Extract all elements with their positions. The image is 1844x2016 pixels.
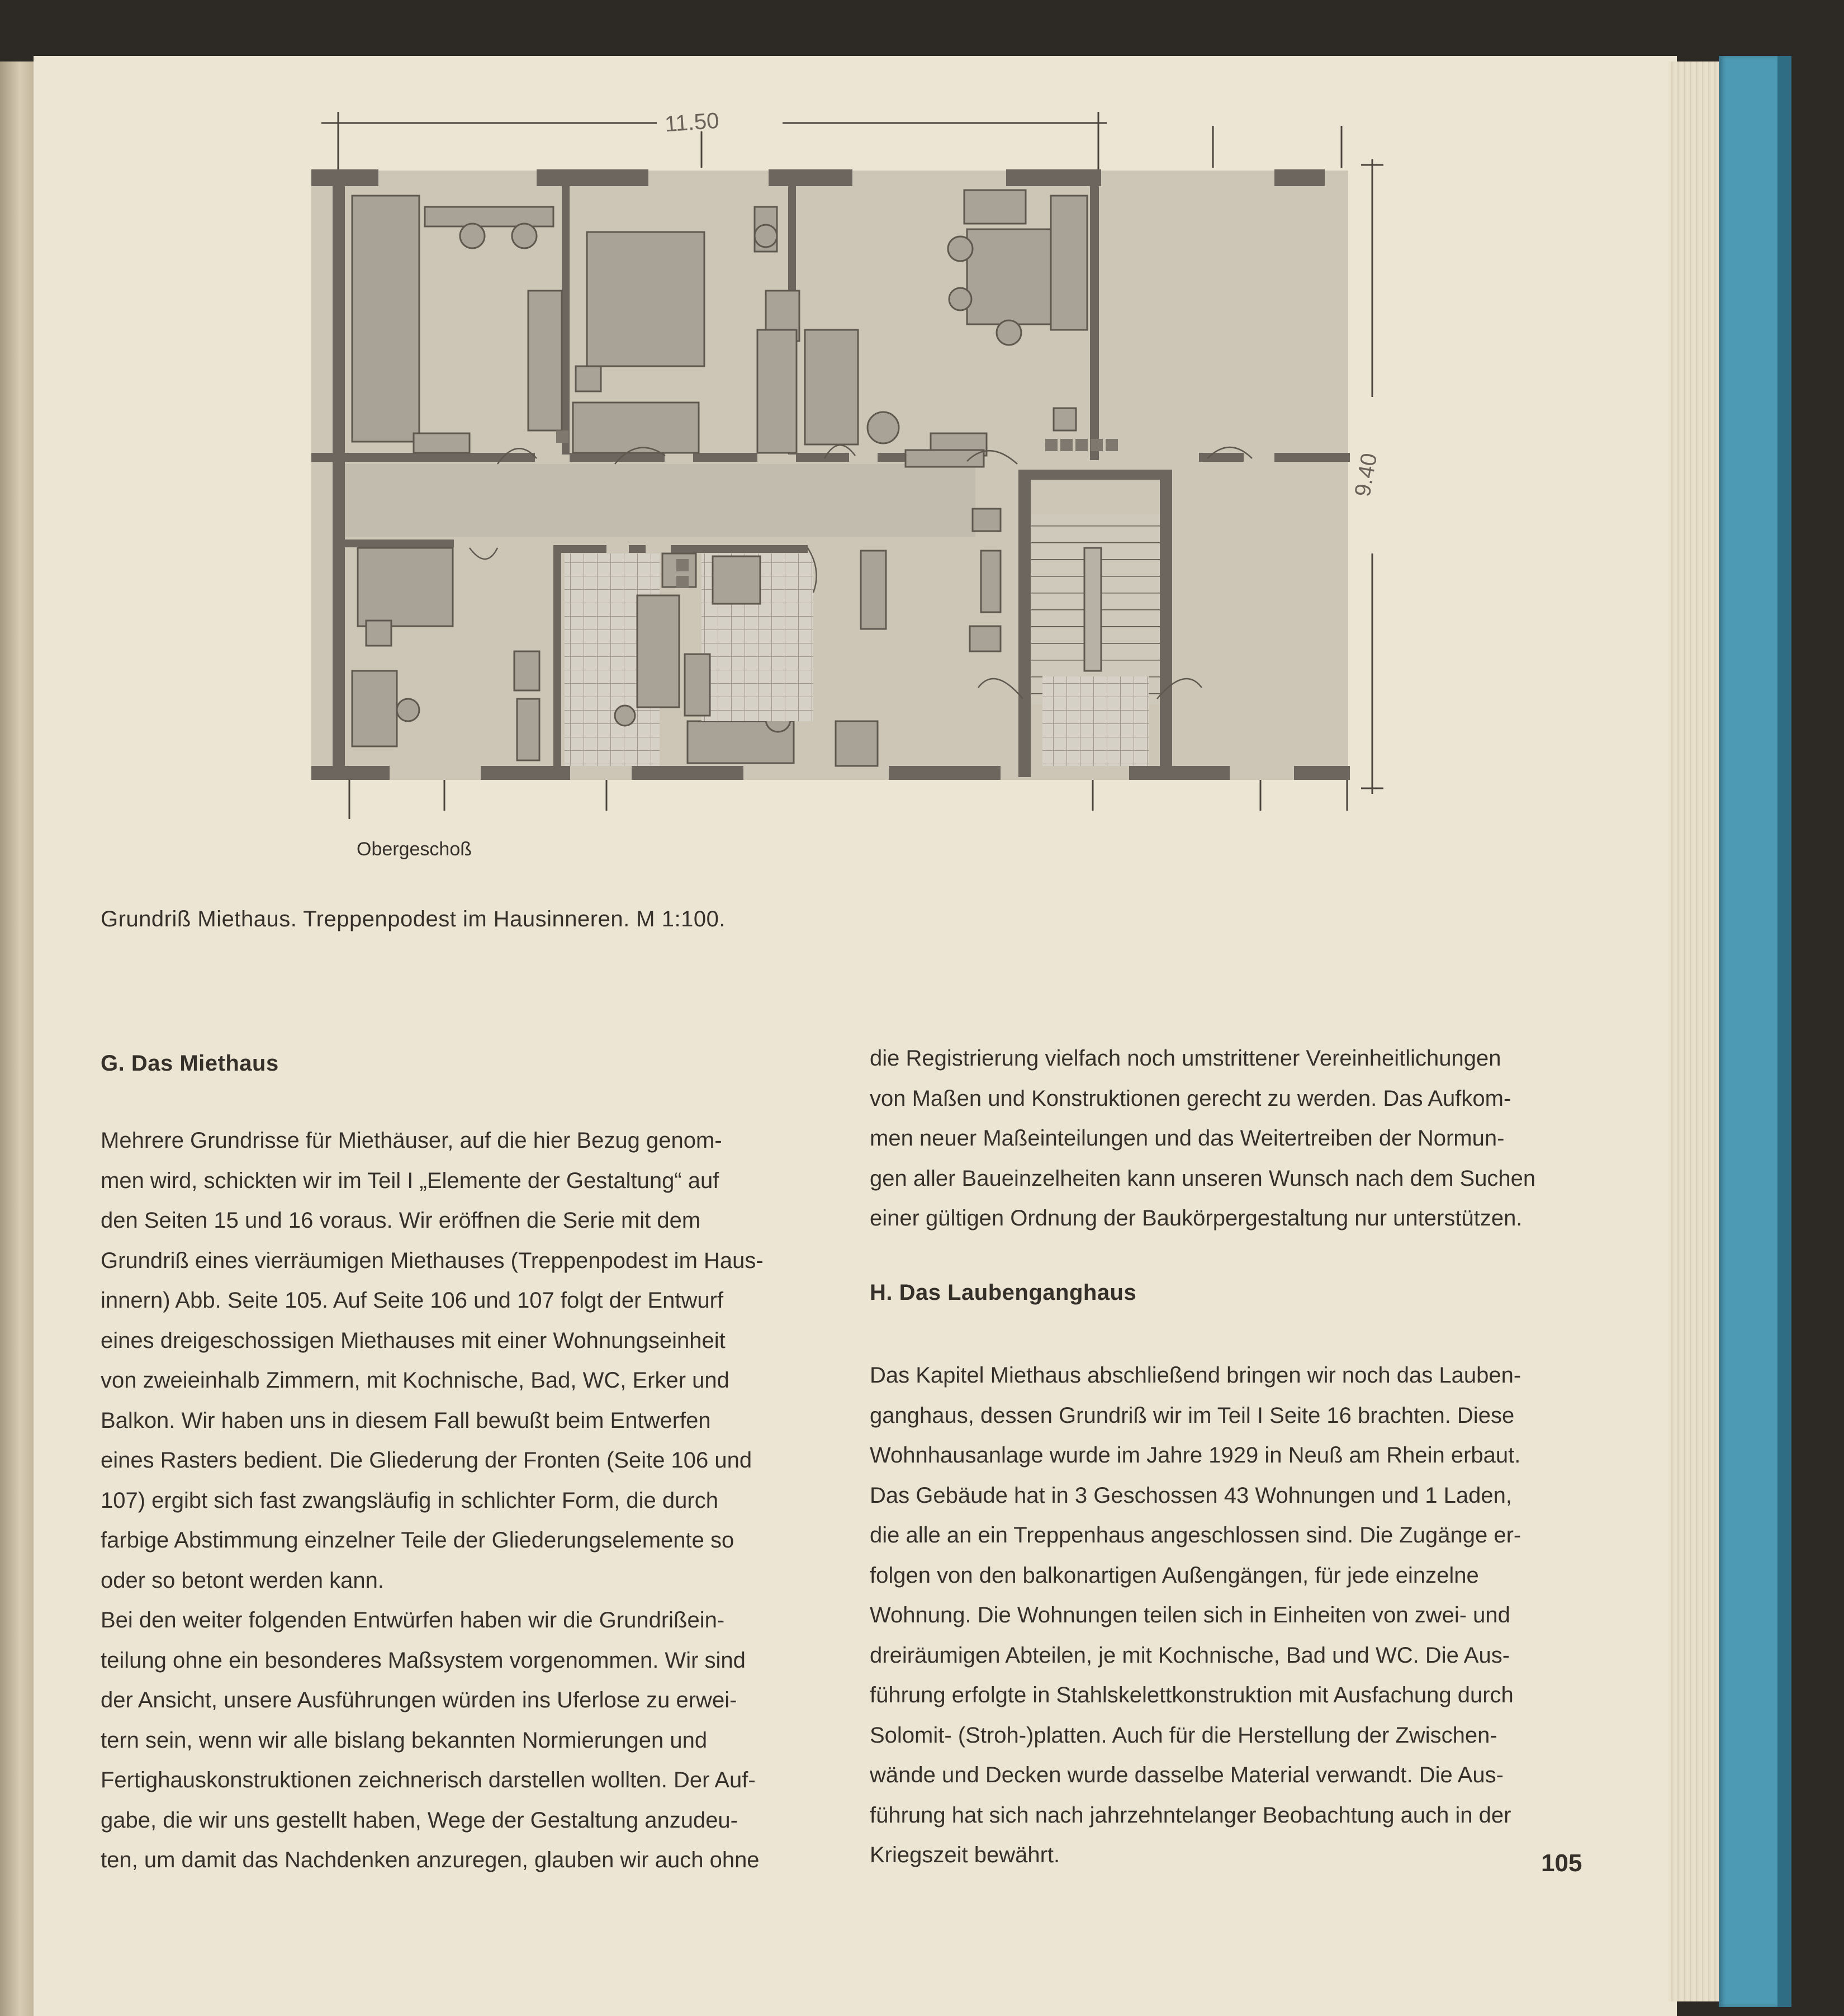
text-line: Bei den weiter folgenden Entwürfen haben wir die Grundrißein-	[101, 1608, 725, 1632]
book-cover-edge	[1777, 56, 1791, 2007]
text-line: Fertighauskonstruktionen zeichnerisch darstellen wollten. Der Auf-	[101, 1768, 756, 1792]
text-line: der Ansicht, unsere Ausführungen würden ins Uferlose zu erwei-	[101, 1688, 737, 1712]
book-cover	[1719, 56, 1777, 2007]
dimension-depth-label: 9.40	[1350, 451, 1382, 499]
text-line: eines Rasters bedient. Die Gliederung der Fronten (Seite 106 und	[101, 1448, 752, 1473]
section-g-text	[101, 1121, 804, 1881]
text-line: wände und Decken wurde dasselbe Material verwandt. Die Aus-	[870, 1763, 1504, 1787]
floor-plan-drawing	[302, 106, 1420, 850]
text-line: gen aller Baueinzelheiten kann unseren Wunsch nach dem Suchen	[870, 1166, 1536, 1191]
text-line: folgen von den balkonartigen Außengängen, für jede einzelne	[870, 1563, 1479, 1588]
text-line: Mehrere Grundrisse für Miethäuser, auf die hier Bezug genom-	[101, 1128, 722, 1153]
text-line: Das Kapitel Miethaus abschließend bringen wir noch das Lauben-	[870, 1363, 1521, 1388]
text-line: den Seiten 15 und 16 voraus. Wir eröffnen die Serie mit dem	[101, 1208, 701, 1233]
text-line: tern sein, wenn wir alle bislang bekannten Normierungen und	[101, 1728, 708, 1753]
page-block-edges	[1668, 61, 1719, 2001]
text-line: teilung ohne ein besonderes Maßsystem vorgenommen. Wir sind	[101, 1648, 746, 1673]
text-line: ten, um damit das Nachdenken anzuregen, glauben wir auch ohne	[101, 1848, 760, 1872]
text-line: farbige Abstimmung einzelner Teile der Gliederungselemente so	[101, 1528, 734, 1553]
text-line: men neuer Maßeinteilungen und das Weitertreiben der Normun-	[870, 1126, 1505, 1151]
text-line: Wohnhausanlage wurde im Jahre 1929 in Neuß am Rhein erbaut.	[870, 1443, 1521, 1468]
text-line: die Registrierung vielfach noch umstrittener Vereinheitlichungen	[870, 1046, 1501, 1071]
text-line: die alle an ein Treppenhaus angeschlossen sind. Die Zugänge er-	[870, 1523, 1521, 1548]
text-line: Balkon. Wir haben uns in diesem Fall bewußt beim Entwerfen	[101, 1408, 711, 1433]
text-line: einer gültigen Ordnung der Baukörpergestaltung nur unterstützen.	[870, 1206, 1523, 1231]
text-line: ganghaus, dessen Grundriß wir im Teil I Seite 16 brachten. Diese	[870, 1403, 1515, 1428]
text-line: Kriegszeit bewährt.	[870, 1843, 1060, 1867]
floor-plan-figure	[302, 106, 1420, 850]
text-line: gabe, die wir uns gestellt haben, Wege der Gestaltung anzudeu-	[101, 1807, 738, 1833]
section-g-heading: G. Das Miethaus	[101, 1051, 279, 1076]
text-line: Wohnung. Die Wohnungen teilen sich in Einheiten von zwei- und	[870, 1603, 1510, 1627]
section-h-heading: H. Das Laubenganghaus	[870, 1280, 1137, 1305]
text-line: führung hat sich nach jahrzehntelanger Beobachtung auch in der	[870, 1802, 1511, 1828]
text-line: 107) ergibt sich fast zwangsläufig in schlichter Form, die durch	[101, 1488, 718, 1513]
text-line: oder so betont werden kann.	[101, 1568, 385, 1593]
figure-caption: Grundriß Miethaus. Treppenpodest im Hausinneren. M 1:100.	[101, 907, 726, 931]
left-page-edge	[0, 61, 34, 2016]
text-line: von Maßen und Konstruktionen gerecht zu werden. Das Aufkom-	[870, 1086, 1511, 1111]
text-line: dreiräumigen Abteilen, je mit Kochnische, Bad und WC. Die Aus-	[870, 1643, 1510, 1668]
text-line: Grundriß eines vierräumigen Miethauses (Treppenpodest im Haus-	[101, 1248, 764, 1273]
text-line: eines dreigeschossigen Miethauses mit einer Wohnungseinheit	[101, 1328, 726, 1353]
text-line: von zweieinhalb Zimmern, mit Kochnische, Bad, WC, Erker und	[101, 1368, 729, 1393]
text-line: Das Gebäude hat in 3 Geschossen 43 Wohnungen und 1 Laden,	[870, 1483, 1513, 1508]
text-line: innern) Abb. Seite 105. Auf Seite 106 und 107 folgt der Entwurf	[101, 1288, 724, 1313]
floor-label: Obergeschoß	[357, 839, 472, 860]
dimension-width-label: 11.50	[663, 108, 720, 137]
text-line: führung erfolgte in Stahlskelettkonstruktion mit Ausfachung durch	[870, 1683, 1514, 1707]
text-line: men wird, schickten wir im Teil I „Elemente der Gestaltung“ auf	[101, 1168, 719, 1193]
text-line: Solomit- (Stroh-)platten. Auch für die Herstellung der Zwischen-	[870, 1722, 1497, 1748]
section-g-continuation	[870, 1039, 1573, 1239]
section-h-text	[870, 1356, 1573, 1876]
page-number: 105	[1541, 1849, 1582, 1877]
